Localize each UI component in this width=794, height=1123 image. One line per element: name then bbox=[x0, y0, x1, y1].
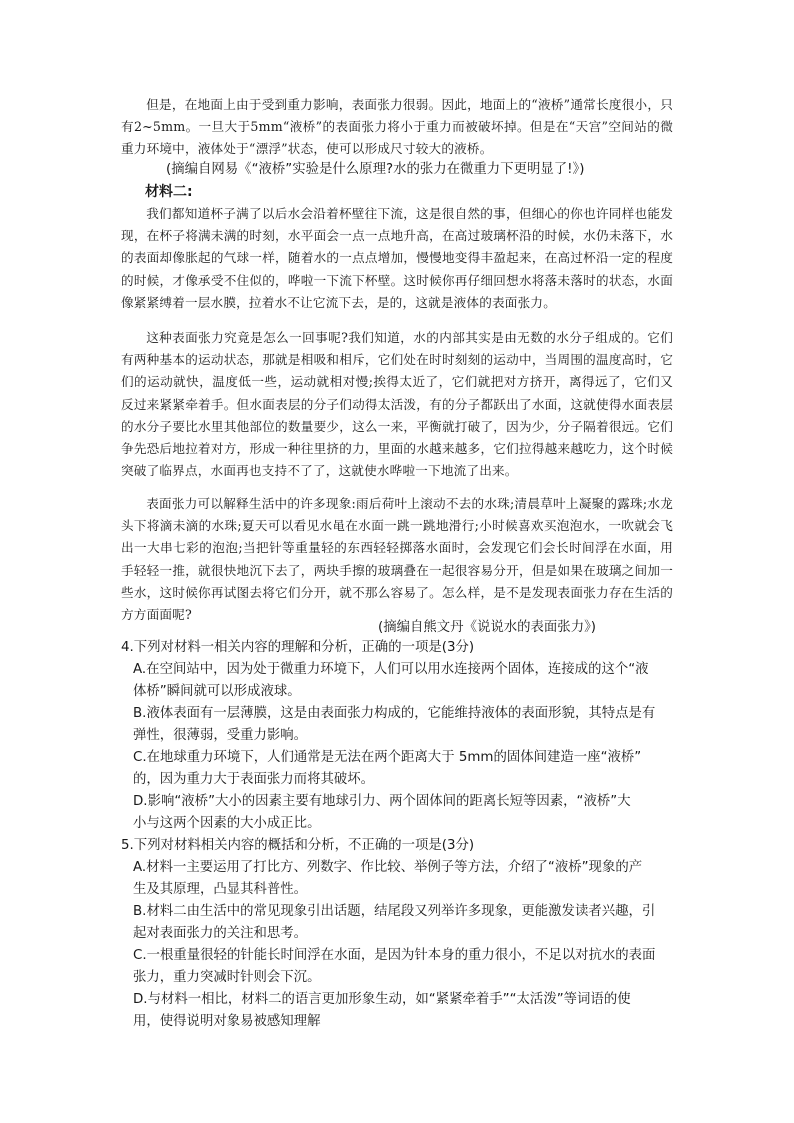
question-4-option-b-cont: 弹性，很薄弱，受重力影响。 bbox=[133, 728, 308, 743]
material1-tail-paragraph: 但是，在地面上由于受到重力影响，表面张力很弱。因此，地面上的“液桥”通常长度很小，只有2~5mm。一旦大于5mm“液桥”的表面张力将小于重力而被破坏掉。但是在“天宫”空间站的微重力环境中，液体处于“漂浮”状态，使可以形成尺寸较大的液桥。 bbox=[121, 97, 673, 157]
question-5-option-a: A.材料一主要运用了打比方、列数字、作比较、举例子等方法，介绍了“液桥”现象的产 bbox=[133, 860, 643, 875]
material2-heading: 材料二: bbox=[145, 184, 193, 200]
question-5-option-b: B.材料二由生活中的常见现象引出话题，结尾段又列举许多现象，更能激发读者兴趣，引 bbox=[133, 904, 656, 919]
question-4-option-d: D.影响“液桥”大小的因素主要有地球引力、两个固体间的距离长短等因素，“液桥”大 bbox=[133, 794, 631, 809]
question-5-option-d-cont: 用，使得说明对象易被感知理解 bbox=[133, 1014, 321, 1029]
question-4-option-d-cont: 小与这两个因素的大小成正比。 bbox=[133, 816, 321, 831]
material1-source: (摘编自网易《“液桥”实验是什么原理?水的张力在微重力下更明显了!》) bbox=[166, 162, 585, 177]
question-4-stem: 4.下列对材料一相关内容的理解和分析，正确的一项是(3分) bbox=[121, 640, 475, 655]
material2-paragraph-3: 表面张力可以解释生活中的许多现象:雨后荷叶上滚动不去的水珠;清晨草叶上凝聚的露珠;水龙头下将滴未滴的水珠;夏天可以看见水黾在水面一跳一跳地滑行;小时候喜欢买泡泡水，一吹就会飞出一大串七彩的泡泡;当把针等重量轻的东西轻轻掷落水面时，会发现它们会长时间浮在水面，用手轻轻一推，就很快地沉下去了，两块手擦的玻璃叠在一起很容易分开，但是如果在玻璃之间加一些水，这时候你再试图去将它们分开，就不那么容易了。怎么样，是不是发现表面张力存在生活的方方面面呢? bbox=[121, 496, 673, 623]
question-5-option-b-cont: 起对表面张力的关注和思考。 bbox=[133, 926, 308, 941]
question-5-option-c: C.一根重量很轻的针能长时间浮在水面，是因为针本身的重力很小，不足以对抗水的表面 bbox=[133, 948, 656, 963]
question-5-option-a-cont: 生及其原理，凸显其科普性。 bbox=[133, 882, 308, 897]
material2-paragraph-1: 我们都知道杯子满了以后水会沿着杯壁往下流，这是很自然的事，但细心的你也许同样也能发现，在杯子将满未满的时刻，水平面会一点一点地升高，在高过玻璃杯沿的时候，水仍未落下，水的表面却像胀起的气球一样，随着水的一点点增加，慢慢地变得丰盈起来，在高过杯沿一定的程度的时候，才像承受不住似的，哗啦一下流下杯壁。这时候你再仔细回想水将落未落时的状态，水面像紧紧缚着一层水膜，拉着水不让它流下去，是的，这就是液体的表面张力。 bbox=[121, 206, 673, 310]
question-4-option-b: B.液体表面有一层薄膜，这是由表面张力构成的，它能维持液体的表面形貌，其特点是有 bbox=[133, 706, 656, 721]
question-4-option-c: C.在地球重力环境下，人们通常是无法在两个距离大于 5mm的固体间建造一座“液桥” bbox=[133, 750, 642, 765]
question-5-stem: 5.下列对材料相关内容的概括和分析，不正确的一项是(3分) bbox=[121, 838, 475, 853]
question-4-option-a: A.在空间站中，因为处于微重力环境下，人们可以用水连接两个固体，连接成的这个“液 bbox=[133, 662, 649, 677]
question-4-option-a-cont: 体桥”瞬间就可以形成液球。 bbox=[133, 684, 301, 699]
question-5-option-c-cont: 张力，重力突减时针则会下沉。 bbox=[133, 970, 321, 985]
material2-paragraph-2: 这种表面张力究竟是怎么一回事呢?我们知道，水的内部其实是由无数的水分子组成的。它们有两种基本的运动状态，那就是相吸和相斥，它们处在时时刻刻的运动中，当周围的温度高时，它们的运动就快，温度低一些，运动就相对慢;挨得太近了，它们就把对方挤开，离得远了，它们又反过来紧紧牵着手。但水面表层的分子们动得太活泼，有的分子都跃出了水面，这就使得水面表层的水分子要比水里其他部位的数量要少，这么一来，平衡就打破了，因为少，分子隔着很远。它们争先恐后地拉着对方，形成一种往里挤的力，里面的水越来越多，它们拉得越来越吃力，这个时候突破了临界点，水面再也支持不了了，这就使水哗啦一下地流了出来。 bbox=[121, 330, 673, 479]
question-5-option-d: D.与材料一相比，材料二的语言更加形象生动，如“紧紧牵着手”“太活泼”等词语的使 bbox=[133, 992, 631, 1007]
question-4-option-c-cont: 的，因为重力大于表面张力而将其破坏。 bbox=[133, 772, 375, 787]
material2-source: (摘编自熊文丹《说说水的表面张力》) bbox=[378, 620, 596, 635]
